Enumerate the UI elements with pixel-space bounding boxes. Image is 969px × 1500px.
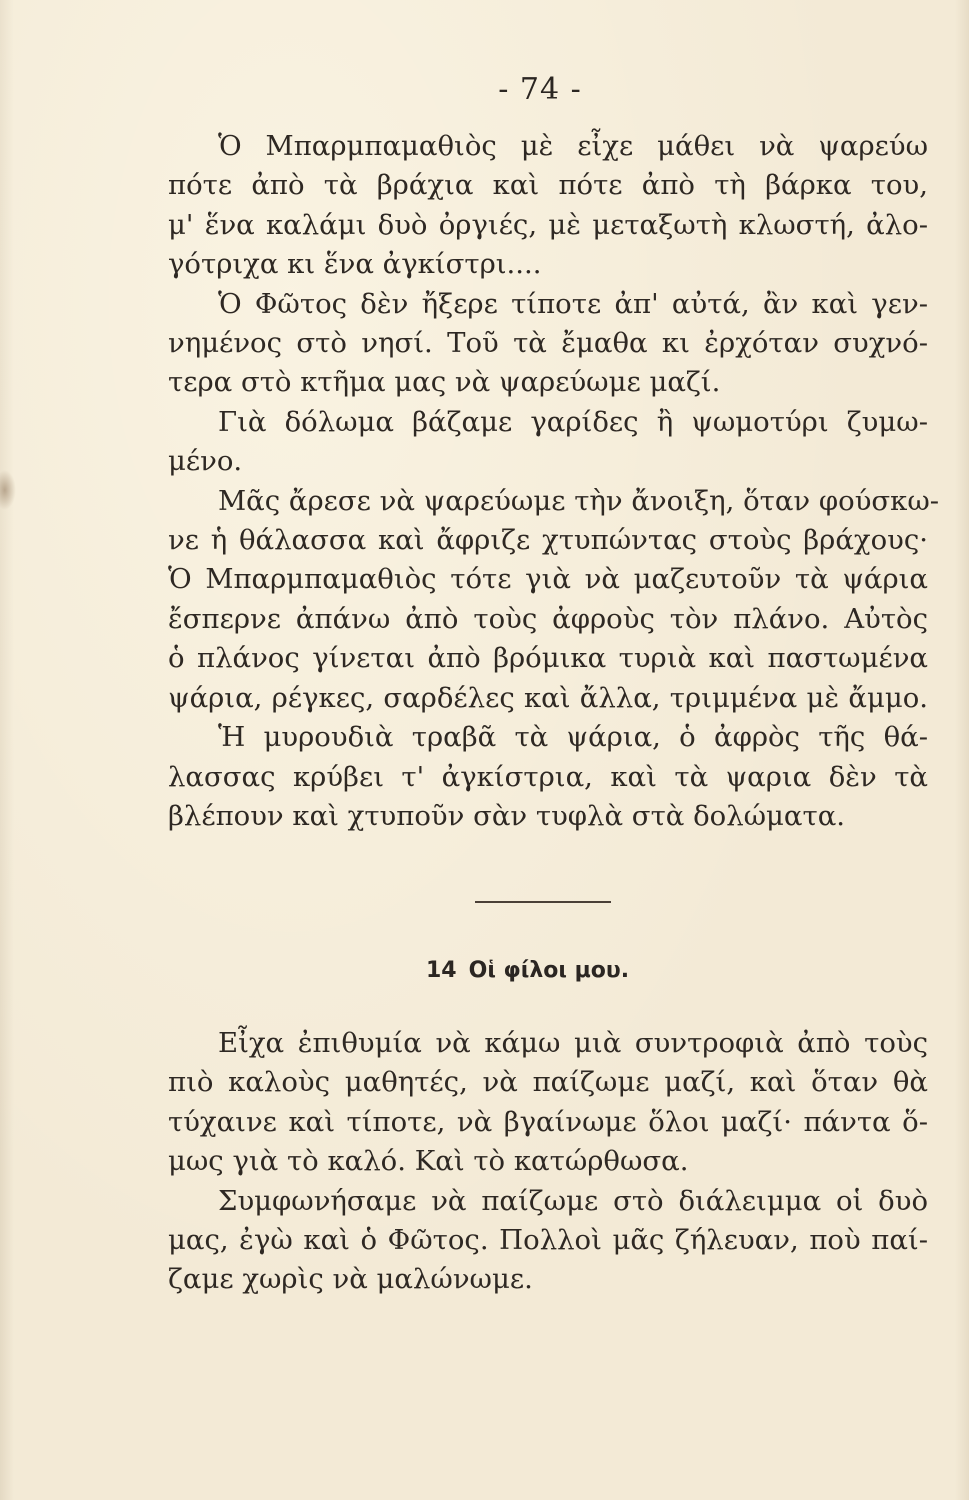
text-line: νημένος στὸ νησί. Τοῦ τὰ ἔμαθα κι ἐρχόταν συχνό- xyxy=(168,327,928,360)
text-line: πότε ἀπὸ τὰ βράχια καὶ πότε ἀπὸ τὴ βάρκα του, xyxy=(168,169,928,202)
text-line: μένο. xyxy=(168,445,243,478)
text-line: Μᾶς ἄρεσε νὰ ψαρεύωμε τὴν ἄνοιξη, ὅταν φούσκω- xyxy=(218,484,940,517)
chapter-heading xyxy=(426,958,686,983)
text-line: βλέπουν καὶ χτυποῦν σὰν τυφλὰ στὰ δολώματα. xyxy=(168,799,846,832)
text-line: λασσας κρύβει τ' ἀγκίστρια, καὶ τὰ ψαρια δὲν τὰ xyxy=(168,760,928,793)
text-line: Εἶχα ἐπιθυμία νὰ κάμω μιὰ συντροφιὰ ἀπὸ τοὺς xyxy=(218,1027,928,1059)
text-line: πιὸ καλοὺς μαθητές, νὰ παίζωμε μαζί, καὶ ὅταν θὰ xyxy=(168,1066,928,1099)
text-line: γότριχα κι ἕνα ἀγκίστρι.... xyxy=(168,248,542,281)
text-line: ὁ πλάνος γίνεται ἀπὸ βρόμικα τυριὰ καὶ παστωμένα xyxy=(168,642,928,675)
text-line: Ἡ μυρουδιὰ τραβᾶ τὰ ψάρια, ὁ ἀφρὸς τῆς θά- xyxy=(218,721,928,754)
text-line: τερα στὸ κτῆμα μας νὰ ψαρεύωμε μαζί. xyxy=(168,366,721,399)
text-line: μας, ἐγὼ καὶ ὁ Φῶτος. Πολλοὶ μᾶς ζήλευαν, ποὺ παί- xyxy=(168,1224,928,1257)
chapter-title: Οἱ φίλοι μου. xyxy=(468,958,630,983)
text-line: ζαμε χωρὶς νὰ μαλώνωμε. xyxy=(168,1263,533,1296)
text-line: Γιὰ δόλωμα βάζαμε γαρίδες ἢ ψωμοτύρι ζυμω- xyxy=(218,405,928,438)
text-line: Ὁ Μπαρμπαμαθιὸς τότε γιὰ νὰ μαζευτοῦν τὰ ψάρια xyxy=(168,563,928,596)
page-number: - 74 - xyxy=(498,72,582,107)
text-line: ἔσπερνε ἀπάνω ἀπὸ τοὺς ἀφροὺς τὸν πλάνο. Αὐτὸς xyxy=(168,602,928,635)
section-divider xyxy=(475,901,611,903)
text-line: ψάρια, ρέγκες, σαρδέλες καὶ ἄλλα, τριμμένα μὲ ἄμμο. xyxy=(168,681,928,714)
text-line: μ' ἕνα καλάμι δυὸ ὀργιές, μὲ μεταξωτὴ κλωστή, ἀλο- xyxy=(168,208,928,241)
page-stain xyxy=(0,470,16,510)
text-line: νε ἡ θάλασσα καὶ ἄφριζε χτυπώντας στοὺς βράχους· xyxy=(168,524,928,557)
section-friends-text xyxy=(168,1024,928,1300)
section-fishing-text xyxy=(168,127,940,836)
text-line: Ὁ Μπαρμπαμαθιὸς μὲ εἶχε μάθει νὰ ψαρεύω xyxy=(218,130,928,162)
text-line: Συμφωνήσαμε νὰ παίζωμε στὸ διάλειμμα οἱ δυὸ xyxy=(218,1184,928,1217)
text-line: Ὁ Φῶτος δὲν ἤξερε τίποτε ἀπ' αὐτά, ἂν καὶ γεν- xyxy=(218,287,928,320)
chapter-number: 14 xyxy=(426,958,457,983)
text-line: τύχαινε καὶ τίποτε, νὰ βγαίνωμε ὅλοι μαζί· πάντα ὅ- xyxy=(168,1105,928,1138)
text-line: μως γιὰ τὸ καλό. Καὶ τὸ κατώρθωσα. xyxy=(168,1145,689,1178)
